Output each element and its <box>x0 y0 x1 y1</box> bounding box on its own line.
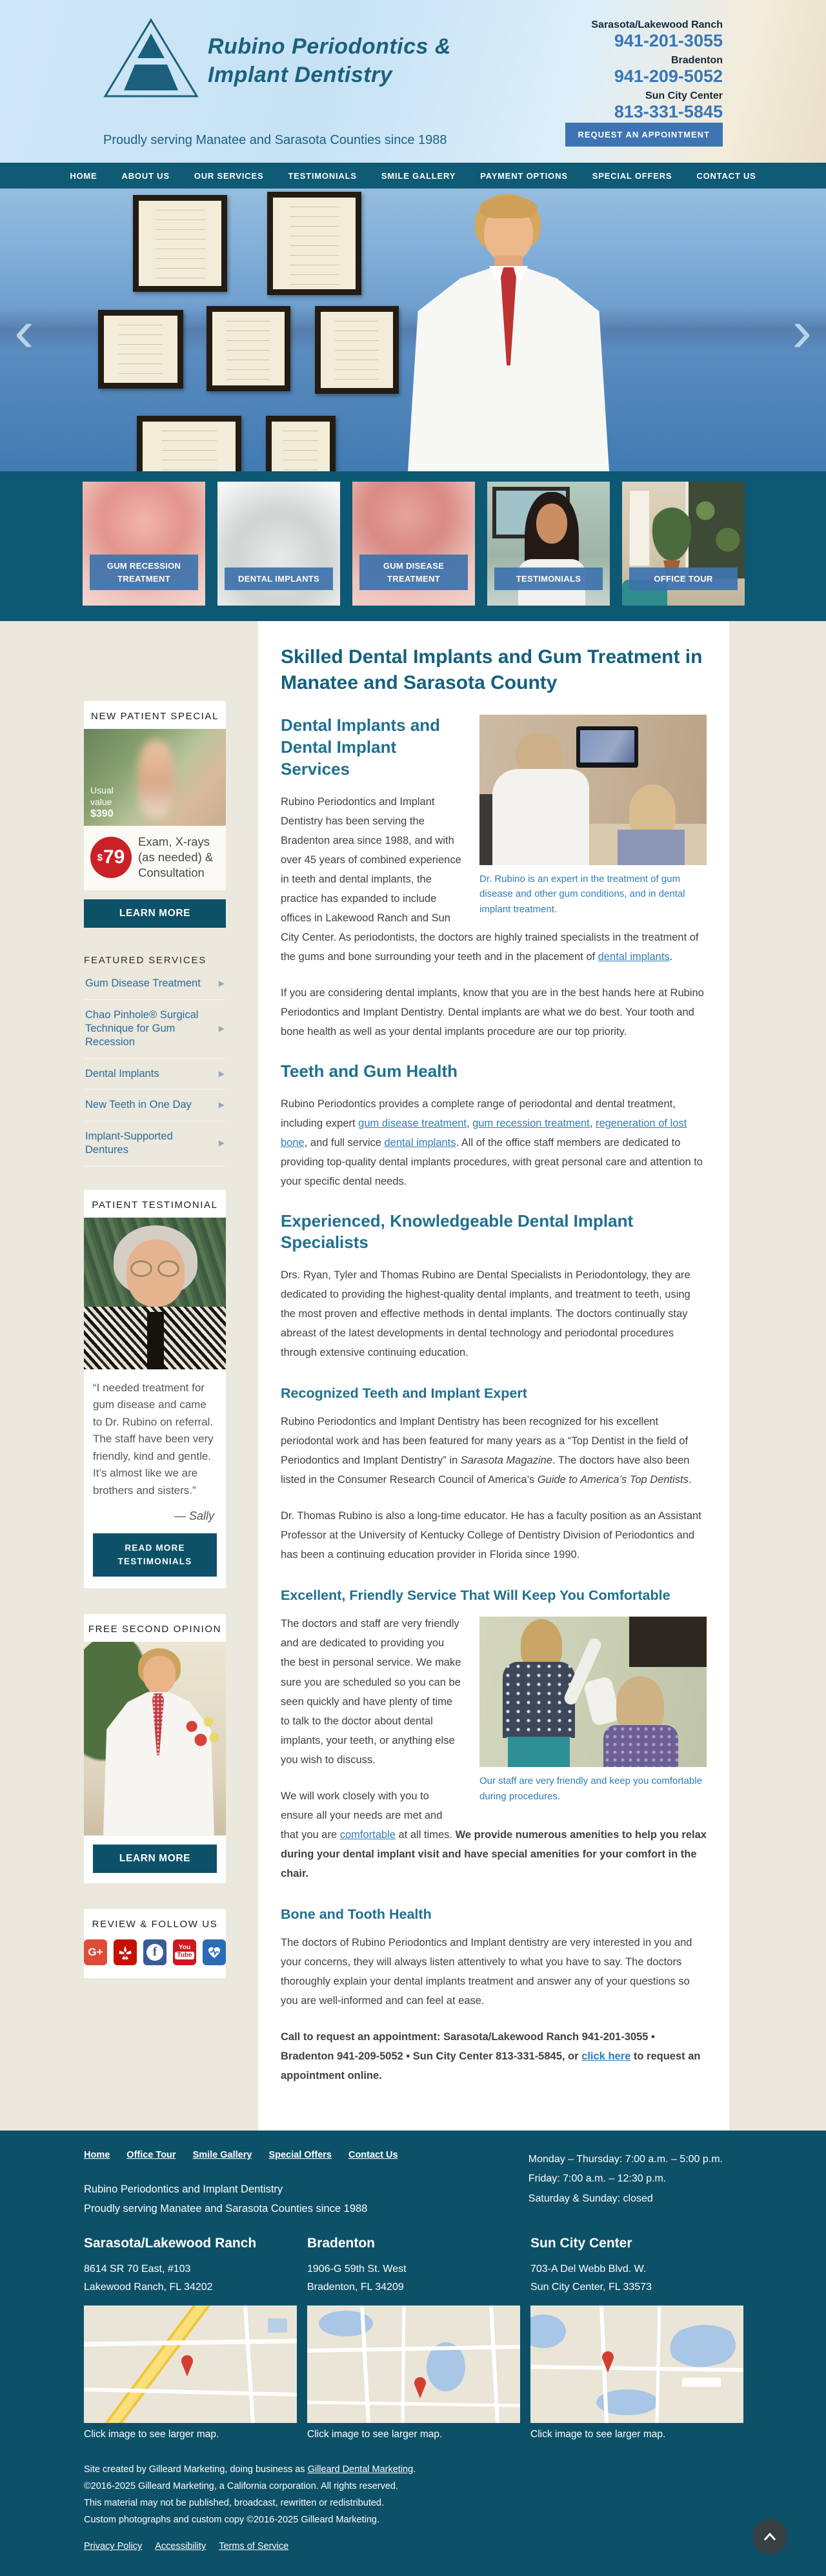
map-image-suncity[interactable] <box>530 2305 743 2423</box>
diploma-frame <box>266 416 336 471</box>
footer-location-lakewood: Sarasota/Lakewood Ranch 8614 SR 70 East, #103 Lakewood Ranch, FL 34202 Click image to see larger map. <box>84 2236 297 2440</box>
section-heading-teeth-gum-health: Teeth and Gum Health <box>281 1061 458 1081</box>
service-link-implant-dentures[interactable]: Implant-Supported Dentures ▶ <box>84 1121 226 1167</box>
staff-comfort-photo <box>479 1617 707 1767</box>
nav-special-offers[interactable]: SPECIAL OFFERS <box>592 170 672 181</box>
location-name: Bradenton <box>671 55 723 66</box>
card-gum-recession-treatment[interactable] <box>83 482 205 606</box>
featured-services <box>84 955 226 1167</box>
nav-about-us[interactable]: ABOUT US <box>121 170 170 181</box>
chevron-right-icon: ▶ <box>218 1023 225 1033</box>
site-title-line2: Implant Dentistry <box>208 63 393 88</box>
new-patient-special-card <box>84 701 226 890</box>
paragraph: We will work closely with you to ensure all your needs are met and that you are comfortable at all times. We provide numerous amenities to help you relax during your dental implant visit and have special amenities for your comfort in the chair. <box>281 1790 707 1879</box>
map-image-bradenton[interactable] <box>307 2305 520 2423</box>
footer-nav-contact-us[interactable]: Contact Us <box>348 2149 398 2160</box>
card-label: GUM DISEASE TREATMENT <box>359 555 467 590</box>
location-name: Sun City Center <box>645 90 723 102</box>
location-name: Sun City Center <box>530 2235 632 2251</box>
map-image-lakewood[interactable] <box>84 2305 297 2423</box>
main-nav <box>0 163 826 189</box>
service-card-strip <box>0 471 826 621</box>
paragraph: The doctors and staff are very friendly and are dedicated to providing you the best in personal service. We make sure you are scheduled so you can be seen quickly and have plenty of time to talk to the doctor about dental implants, your teeth, or anything else you wish to discuss. <box>281 1618 461 1766</box>
diploma-frame <box>133 195 227 292</box>
footer-location-bradenton: Bradenton 1906-G 59th St. West Bradenton, FL 34209 Click image to see larger map. <box>307 2236 520 2440</box>
gum-disease-treatment-link[interactable]: gum disease treatment <box>358 1117 467 1129</box>
testimonial-header: PATIENT TESTIMONIAL <box>92 1199 218 1211</box>
chevron-right-icon: ▶ <box>218 1068 225 1078</box>
phone-link-bradenton[interactable]: 941-209-5052 <box>614 66 723 87</box>
site-title <box>208 32 451 89</box>
dental-implants-link[interactable]: dental implants <box>598 950 670 963</box>
diploma-frame <box>98 310 183 389</box>
card-label: GUM RECESSION TREATMENT <box>90 555 197 590</box>
offer-text: Exam, X-rays (as needed) & Consultation <box>138 835 214 880</box>
gilleard-marketing-link[interactable]: Gilleard Dental Marketing <box>307 2464 414 2475</box>
patient-testimonial-card <box>84 1190 226 1588</box>
read-more-testimonials-button[interactable]: READ MORE TESTIMONIALS <box>93 1533 217 1577</box>
heart-pulse-icon[interactable] <box>203 1939 226 1965</box>
map-caption: Click image to see larger map. <box>84 2428 219 2440</box>
legal-line: Site created by Gilleard Marketing, doing business as Gilleard Dental Marketing. <box>84 2464 416 2475</box>
free-second-opinion-card <box>84 1614 226 1883</box>
sidebar <box>84 621 226 2131</box>
diploma-frame <box>206 306 290 391</box>
card-label: TESTIMONIALS <box>494 567 602 591</box>
staff-photo-figure <box>479 1617 707 1804</box>
scroll-to-top-button[interactable] <box>752 2519 787 2554</box>
map-caption: Click image to see larger map. <box>530 2428 666 2440</box>
footer-nav-office-tour[interactable]: Office Tour <box>126 2149 176 2160</box>
content-area <box>0 621 826 2131</box>
price-badge: $ 79 <box>90 837 132 878</box>
paragraph: Dr. Thomas Rubino is also a long-time educator. He has a faculty position as an Assistant Professor at the University of Kentucky College of Dentistry Division of Periodontics and has been a continuing education provider in Florida since 1990. <box>281 1510 701 1561</box>
footer-nav-special-offers[interactable]: Special Offers <box>268 2149 332 2160</box>
site-title-line1: Rubino Periodontics & <box>208 34 451 59</box>
carousel-next-icon[interactable]: › <box>792 298 812 364</box>
paragraph: If you are considering dental implants, know that you are in the best hands here at Rubino Periodontics and Implant Dentistry. Dental implants are what we do best. Your tooth and bone health as well as your dental implants procedure are our top priority. <box>281 986 704 1038</box>
card-office-tour[interactable] <box>622 482 745 606</box>
site-footer <box>0 2131 826 2576</box>
service-link-new-teeth[interactable]: New Teeth in One Day ▶ <box>84 1090 226 1121</box>
hero-carousel <box>0 189 826 471</box>
carousel-prev-icon[interactable]: ‹ <box>14 298 34 364</box>
consult-photo-figure <box>479 715 707 917</box>
accessibility-link[interactable]: Accessibility <box>155 2541 206 2552</box>
legal-line: ©2016-2025 Gilleard Marketing, a California corporation. All rights reserved. <box>84 2480 399 2491</box>
location-name: Sarasota/Lakewood Ranch <box>84 2235 257 2251</box>
testimonial-quote: “I needed treatment for gum disease and came to Dr. Rubino on referral. The staff have been very friendly, kind and gentle. It’s almost like we are brothers and sisters.” <box>93 1381 214 1497</box>
card-testimonials[interactable] <box>487 482 610 606</box>
card-label: DENTAL IMPLANTS <box>225 567 332 591</box>
special-offer <box>84 826 226 890</box>
gum-recession-treatment-link[interactable]: gum recession treatment <box>472 1117 590 1129</box>
request-appointment-button[interactable]: REQUEST AN APPOINTMENT <box>565 123 723 147</box>
page-title: Skilled Dental Implants and Gum Treatment in Manatee and Sarasota County <box>281 646 703 693</box>
usual-value-label: Usual value $390 <box>90 784 114 820</box>
review-follow-card <box>84 1909 226 1978</box>
follow-header: REVIEW & FOLLOW US <box>92 1918 218 1930</box>
chevron-right-icon: ▶ <box>218 979 225 988</box>
location-name: Sarasota/Lakewood Ranch <box>591 19 723 30</box>
paragraph: Rubino Periodontics and Implant Dentistry has been serving the Bradenton area since 1988, and with over 45 years of combined experience in teeth and dental implants, the practice has expanded to include offices in Lakewood Ranch and Sun City Center. As periodontists, the doctors are highly trained specialists in the treatment of the gums and bone surrounding your teeth and in the placement of dental implants. <box>281 795 699 963</box>
chevron-up-icon <box>763 2532 776 2541</box>
dental-implants-link[interactable]: dental implants <box>384 1136 456 1149</box>
yelp-burst-icon <box>117 1945 133 1960</box>
facebook-icon[interactable]: f <box>143 1939 166 1965</box>
heart-pulse-glyph <box>206 1945 223 1960</box>
legal-line: This material may not be published, broadcast, rewritten or redistributed. <box>84 2498 385 2508</box>
nav-smile-gallery[interactable]: SMILE GALLERY <box>381 170 456 181</box>
featured-services-header: FEATURED SERVICES <box>84 955 207 966</box>
site-header <box>0 0 826 163</box>
section-heading-friendly-service: Excellent, Friendly Service That Will Keep You Comfortable <box>281 1588 670 1604</box>
nav-home[interactable]: HOME <box>70 170 97 181</box>
footer-policy-links <box>84 2541 749 2576</box>
section-heading-specialists: Experienced, Knowledgeable Dental Implant Specialists <box>281 1211 634 1252</box>
footer-tagline: Proudly serving Manatee and Sarasota Counties since 1988 <box>84 2203 368 2215</box>
paragraph: Rubino Periodontics and Implant Dentistry has been recognized for his excellent periodontal work and has been featured for many years as a “Top Dentist in the field of Periodontics and Implant Dentistry” in Sarasota Magazine. The doctors have also been listed in the Consumer Research Council of America’s Guide to America’s Top Dentists. <box>281 1416 692 1486</box>
terms-of-service-link[interactable]: Terms of Service <box>219 2541 289 2552</box>
patient-sally-photo <box>84 1218 226 1369</box>
service-link-dental-implants[interactable]: Dental Implants ▶ <box>84 1059 226 1090</box>
paragraph: Rubino Periodontics provides a complete range of periodontal and dental treatment, including expert gum disease treatment, gum recession treatment, regeneration of lost bone, and full service dental implants. All of the office staff members are dedicated to providing top-quality dental implants procedures, with great personal care and attention to your specific dental needs. <box>281 1098 703 1187</box>
photo-caption: Our staff are very friendly and keep you comfortable during procedures. <box>479 1775 702 1802</box>
comfortable-link[interactable]: comfortable <box>339 1828 396 1841</box>
second-opinion-learn-more-button[interactable]: LEARN MORE <box>93 1845 217 1873</box>
card-dental-implants[interactable] <box>217 482 340 606</box>
office-hours: Monday – Thursday: 7:00 a.m. – 5:00 p.m. Friday: 7:00 a.m. – 12:30 p.m. Saturday & Sunday: closed <box>528 2153 723 2204</box>
paragraph: The doctors of Rubino Periodontics and Implant dentistry are very interested in you and your concerns, they will always listen attentively to what you have to say. The doctors thoroughly explain your dental implants treatment and answer any of your questions so you are well-informed and can feel at ease. <box>281 1936 692 2007</box>
map-caption: Click image to see larger map. <box>307 2428 443 2440</box>
section-heading-services: Dental Implants and Dental Implant Services <box>281 715 441 779</box>
youtube-icon[interactable]: You Tube <box>173 1939 196 1965</box>
testimonial-attribution: — Sally <box>174 1509 214 1523</box>
bone-regeneration-link[interactable]: regeneration of lost bone <box>281 1117 687 1149</box>
second-opinion-header: FREE SECOND OPINION <box>88 1623 222 1635</box>
chevron-right-icon: ▶ <box>218 1100 225 1110</box>
section-heading-bone-tooth-health: Bone and Tooth Health <box>281 1906 432 1922</box>
footer-nav-smile-gallery[interactable]: Smile Gallery <box>192 2149 252 2160</box>
footer-nav-home[interactable]: Home <box>84 2149 110 2160</box>
paragraph: Drs. Ryan, Tyler and Thomas Rubino are Dental Specialists in Periodontology, they are dedicated to providing the highest-quality dental implants, and treatment to teeth, using the most proven and effective methods in dental implants. The doctors continually stay abreast of the latest developments in dental technology and periodontal procedures through extensive continuing education. <box>281 1269 690 1359</box>
diploma-frame <box>137 416 241 471</box>
google-plus-icon[interactable]: G+ <box>84 1939 107 1965</box>
nav-our-services[interactable]: OUR SERVICES <box>194 170 264 181</box>
location-name: Bradenton <box>307 2235 375 2251</box>
practice-logo-icon <box>103 18 199 98</box>
main-article <box>258 621 729 2131</box>
photo-caption: Dr. Rubino is an expert in the treatment of gum disease and other gum conditions, and in dental implant treatment. <box>479 874 685 915</box>
doctor-consult-photo <box>479 715 707 865</box>
nav-testimonials[interactable]: TESTIMONIALS <box>288 170 357 181</box>
phone-link-suncity[interactable]: 813-331-5845 <box>614 102 723 122</box>
nav-payment-options[interactable]: PAYMENT OPTIONS <box>480 170 568 181</box>
special-header: NEW PATIENT SPECIAL <box>91 711 219 722</box>
section-heading-recognized-expert: Recognized Teeth and Implant Expert <box>281 1385 527 1402</box>
header-locations <box>591 15 723 122</box>
card-gum-disease-treatment[interactable] <box>352 482 475 606</box>
phone-link-lakewood[interactable]: 941-201-3055 <box>614 31 723 50</box>
card-label: OFFICE TOUR <box>629 567 737 591</box>
doctor-photo <box>386 192 618 471</box>
click-here-link[interactable]: click here <box>581 2050 631 2062</box>
privacy-policy-link[interactable]: Privacy Policy <box>84 2541 143 2552</box>
nav-contact-us[interactable]: CONTACT US <box>696 170 756 181</box>
footer-company-name: Rubino Periodontics and Implant Dentistry <box>84 2183 283 2195</box>
appointment-cta: Call to request an appointment: Sarasota/Lakewood Ranch 941-201-3055 • Bradenton 941-209-5052 • Sun City Center 813-331-5845, or click here to request an appointment online. <box>281 2030 701 2081</box>
diploma-frame <box>267 192 361 295</box>
chevron-right-icon: ▶ <box>218 1138 225 1148</box>
header-tagline: Proudly serving Manatee and Sarasota Counties since 1988 <box>103 133 447 147</box>
footer-legal <box>84 2461 749 2528</box>
footer-location-suncity: Sun City Center 703-A Del Webb Blvd. W. Sun City Center, FL 33573 Click image to see larger map. <box>530 2236 743 2440</box>
legal-line: Custom photographs and custom copy ©2016-2025 Gilleard Marketing. <box>84 2515 380 2526</box>
special-photo <box>84 729 226 826</box>
special-learn-more-button[interactable]: LEARN MORE <box>84 899 226 928</box>
service-link-chao-pinhole[interactable]: Chao Pinhole® Surgical Technique for Gum Recession ▶ <box>84 1000 226 1059</box>
yelp-icon[interactable] <box>114 1939 137 1965</box>
doctor-standing-photo <box>84 1642 226 1835</box>
service-link-gum-disease[interactable]: Gum Disease Treatment ▶ <box>84 968 226 999</box>
